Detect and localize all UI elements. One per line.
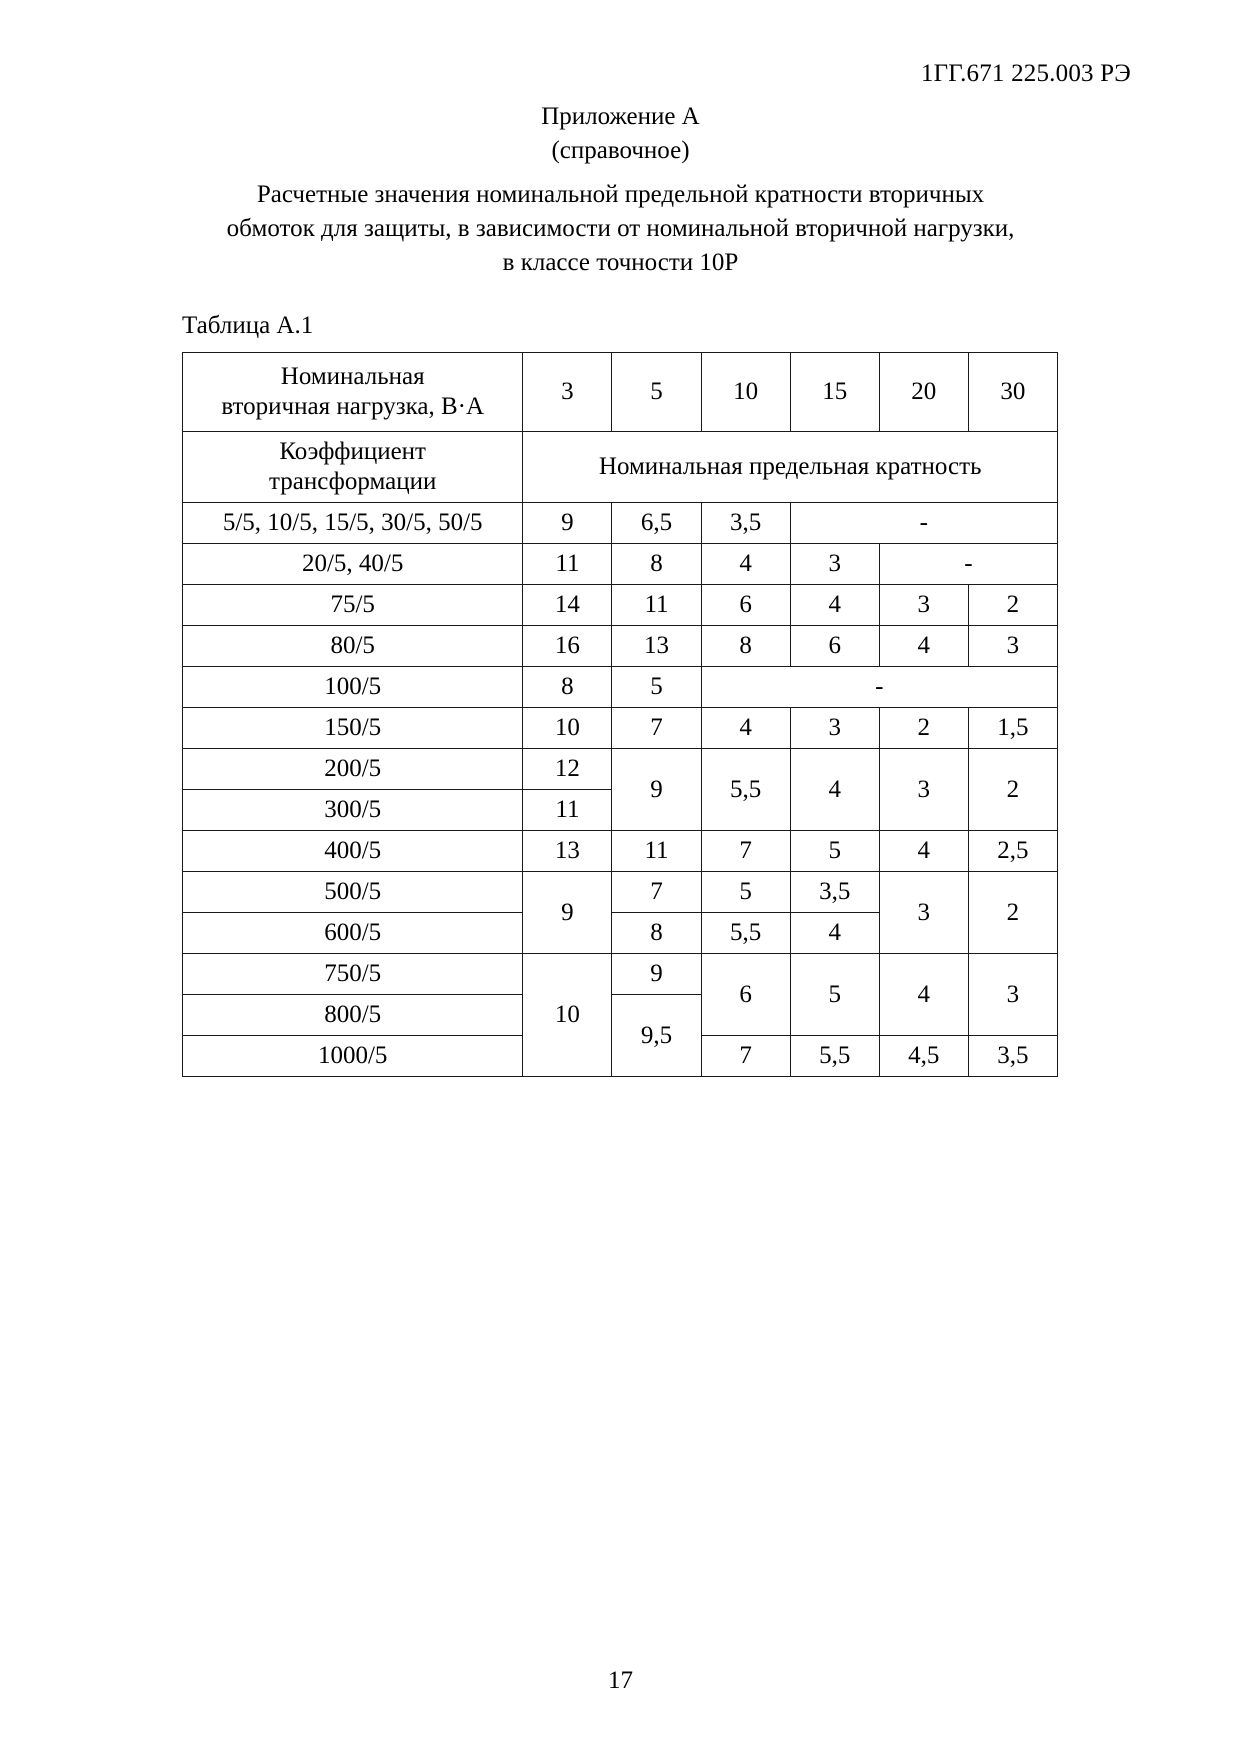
cell-r12-c2: 9 (612, 954, 701, 995)
cell-r3-c2: 11 (612, 585, 701, 626)
row-label-1: 5/5, 10/5, 15/5, 30/5, 50/5 (183, 503, 523, 544)
table-row (183, 667, 1058, 708)
cell-r12-c3: 6 (701, 954, 790, 1036)
cell-r5-c3: - (701, 667, 1057, 708)
cell-r5-c1: 8 (523, 667, 612, 708)
appendix-title-line-3: в классе точности 10Р (502, 249, 739, 276)
header-ratio-label-line1: Коэффициент (279, 438, 426, 465)
header-load-5: 5 (612, 353, 701, 432)
table-row (183, 503, 1058, 544)
cell-r9-c6: 2,5 (968, 831, 1057, 872)
cell-r3-c3: 6 (701, 585, 790, 626)
cell-r6-c6: 1,5 (968, 708, 1057, 749)
appendix-title-line-2: обмоток для защиты, в зависимости от номинальной вторичной нагрузки, (226, 215, 1015, 242)
header-multiplicity-label: Номинальная предельная кратность (523, 432, 1058, 503)
cell-r6-c2: 7 (612, 708, 701, 749)
cell-r1-c4: - (790, 503, 1057, 544)
cell-r14-c3: 7 (701, 1036, 790, 1077)
cell-r8-c1: 11 (523, 790, 612, 831)
row-label-2: 20/5, 40/5 (183, 544, 523, 585)
cell-r1-c1: 9 (523, 503, 612, 544)
cell-r14-c5: 4,5 (879, 1036, 968, 1077)
table-row (183, 585, 1058, 626)
document-code: 1ГГ.671 225.003 РЭ (920, 60, 1131, 87)
header-load-3: 3 (523, 353, 612, 432)
cell-r11-c2: 8 (612, 913, 701, 954)
cell-r4-c5: 4 (879, 626, 968, 667)
cell-r7-c4: 4 (790, 749, 879, 831)
cell-r10-c3: 5 (701, 872, 790, 913)
cell-r12-c5: 4 (879, 954, 968, 1036)
cell-r7-c2: 9 (612, 749, 701, 831)
table-row (183, 831, 1058, 872)
appendix-title-block (0, 100, 1241, 280)
header-load-20: 20 (879, 353, 968, 432)
table-row (183, 872, 1058, 913)
row-label-13: 800/5 (183, 995, 523, 1036)
cell-r3-c6: 2 (968, 585, 1057, 626)
cell-r3-c5: 3 (879, 585, 968, 626)
cell-r11-c3: 5,5 (701, 913, 790, 954)
table-row (183, 626, 1058, 667)
row-label-4: 80/5 (183, 626, 523, 667)
cell-r2-c3: 4 (701, 544, 790, 585)
cell-r5-c2: 5 (612, 667, 701, 708)
header-ratio-label-line2: трансформации (269, 468, 437, 495)
cell-r10-c5: 3 (879, 872, 968, 954)
page-number: 17 (608, 1667, 633, 1694)
header-load-label-line1: Номинальная (280, 363, 425, 390)
row-label-12: 750/5 (183, 954, 523, 995)
row-label-10: 500/5 (183, 872, 523, 913)
cell-r6-c3: 4 (701, 708, 790, 749)
cell-r7-c1: 12 (523, 749, 612, 790)
cell-r1-c3: 3,5 (701, 503, 790, 544)
table-row (183, 544, 1058, 585)
multiplicity-table (182, 352, 1058, 1077)
cell-r3-c4: 4 (790, 585, 879, 626)
row-label-14: 1000/5 (183, 1036, 523, 1077)
header-ratio-label (183, 432, 523, 503)
cell-r14-c4: 5,5 (790, 1036, 879, 1077)
appendix-title-line-1: Расчетные значения номинальной предельной кратности вторичных (256, 181, 985, 208)
cell-r10-c2: 7 (612, 872, 701, 913)
cell-r9-c1: 13 (523, 831, 612, 872)
row-label-8: 300/5 (183, 790, 523, 831)
row-label-7: 200/5 (183, 749, 523, 790)
cell-r4-c4: 6 (790, 626, 879, 667)
cell-r2-c2: 8 (612, 544, 701, 585)
cell-r1-c2: 6,5 (612, 503, 701, 544)
cell-r4-c3: 8 (701, 626, 790, 667)
cell-r14-c6: 3,5 (968, 1036, 1057, 1077)
table-row (183, 954, 1058, 995)
cell-r4-c2: 13 (612, 626, 701, 667)
cell-r3-c1: 14 (523, 585, 612, 626)
row-label-9: 400/5 (183, 831, 523, 872)
cell-r13-c2: 9,5 (612, 995, 701, 1077)
cell-r2-c4: 3 (790, 544, 879, 585)
header-load-10: 10 (701, 353, 790, 432)
cell-r7-c3: 5,5 (701, 749, 790, 831)
cell-r7-c6: 2 (968, 749, 1057, 831)
row-label-5: 100/5 (183, 667, 523, 708)
table-row (183, 708, 1058, 749)
cell-r9-c5: 4 (879, 831, 968, 872)
table-row (183, 749, 1058, 790)
cell-r4-c1: 16 (523, 626, 612, 667)
header-load-label-line2: вторичная нагрузка, В·А (221, 393, 485, 420)
cell-r2-c1: 11 (523, 544, 612, 585)
row-label-3: 75/5 (183, 585, 523, 626)
appendix-label: Приложение А (541, 103, 700, 130)
cell-r7-c5: 3 (879, 749, 968, 831)
cell-r10-c6: 2 (968, 872, 1057, 954)
cell-r10-c1: 9 (523, 872, 612, 954)
table-caption: Таблица А.1 (182, 312, 314, 339)
row-label-11: 600/5 (183, 913, 523, 954)
header-load-15: 15 (790, 353, 879, 432)
cell-r12-c4: 5 (790, 954, 879, 1036)
cell-r9-c3: 7 (701, 831, 790, 872)
cell-r9-c4: 5 (790, 831, 879, 872)
cell-r12-c6: 3 (968, 954, 1057, 1036)
header-load-30: 30 (968, 353, 1057, 432)
cell-r9-c2: 11 (612, 831, 701, 872)
cell-r6-c4: 3 (790, 708, 879, 749)
cell-r6-c1: 10 (523, 708, 612, 749)
table-header-row-loads (183, 353, 1058, 432)
cell-r4-c6: 3 (968, 626, 1057, 667)
cell-r6-c5: 2 (879, 708, 968, 749)
row-label-6: 150/5 (183, 708, 523, 749)
appendix-kind: (справочное) (551, 137, 690, 164)
cell-r2-c5: - (879, 544, 1057, 585)
cell-r10-c4: 3,5 (790, 872, 879, 913)
table-header-row-ratio (183, 432, 1058, 503)
cell-r12-c1: 10 (523, 954, 612, 1077)
cell-r11-c4: 4 (790, 913, 879, 954)
header-load-label (183, 353, 523, 432)
